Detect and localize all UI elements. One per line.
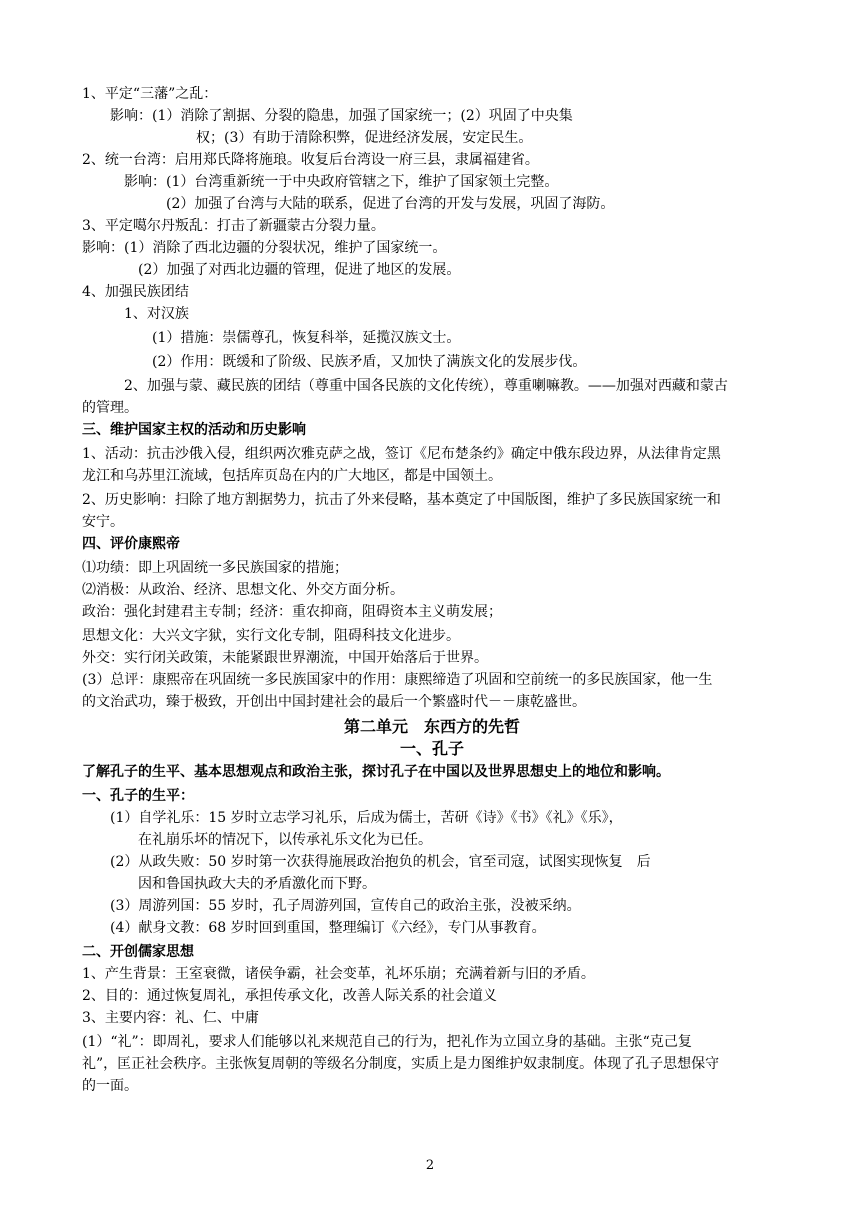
chapter-title: 一、孔子 <box>399 739 464 758</box>
text-line: 的管理。 <box>82 400 138 416</box>
text-line: 在礼崩乐坏的情况下，以传承礼乐文化为已任。 <box>138 832 432 848</box>
text-line: 1、活动：抗击沙俄入侵，组织两次雅克萨之战，签订《尼布楚条约》确定中俄东段边界，从法律肯定黑 <box>82 446 721 462</box>
text-line: 外交：实行闭关政策，未能紧跟世界潮流，中国开始落后于世界。 <box>82 650 488 666</box>
text-line: 的文治武功，臻于极致，开创出中国封建社会的最后一个繁盛时代－－康乾盛世。 <box>82 694 586 710</box>
learning-objective: 了解孔子的生平、基本思想观点和政治主张，探讨孔子在中国以及世界思想史上的地位和影响。 <box>82 764 670 780</box>
section-heading: 四、评价康熙帝 <box>82 536 180 552</box>
text-line: 1、平定“三藩”之乱： <box>82 86 218 102</box>
text-line: 的一面。 <box>82 1078 138 1094</box>
text-line: 3、主要内容：礼、仁、中庸 <box>82 1010 259 1026</box>
text-line: 2、加强与蒙、藏民族的团结（尊重中国各民族的文化传统），尊重喇嘛教。——加强对西藏和蒙古 <box>124 378 728 394</box>
section-heading: 三、维护国家主权的活动和历史影响 <box>82 422 306 438</box>
page-number: 2 <box>425 1158 435 1173</box>
text-line: (2）加强了台湾与大陆的联系，促进了台湾的开发与发展，巩固了海防。 <box>166 196 615 212</box>
section-heading: 二、开创儒家思想 <box>82 944 194 960</box>
text-line: ⑵消极：从政治、经济、思想文化、外交方面分析。 <box>82 582 404 598</box>
text-line: 2、目的：通过恢复周礼，承担传承文化，改善人际关系的社会道义 <box>82 988 497 1004</box>
text-line: 3、平定噶尔丹叛乱：打击了新疆蒙古分裂力量。 <box>82 218 385 234</box>
text-line: 政治：强化封建君主专制；经济：重农抑商，阻碍资本主义萌发展； <box>82 604 502 620</box>
text-line: (3）总评：康熙帝在巩固统一多民族国家中的作用：康熙缔造了巩固和空前统一的多民族国家，他一生 <box>82 672 713 688</box>
text-line: 礼”，匡正社会秩序。主张恢复周朝的等级名分制度，实质上是力图维护奴隶制度。体现了孔子思想保守 <box>82 1056 720 1072</box>
text-line: 影响：(1）消除了割据、分裂的隐患，加强了国家统一；(2）巩固了中央集 <box>110 108 573 124</box>
text-line: 4、加强民族团结 <box>82 284 189 300</box>
text-line: 安宁。 <box>82 514 124 530</box>
text-line: 2、历史影响：扫除了地方割据势力，抗击了外来侵略，基本奠定了中国版图，维护了多民族国家统一和 <box>82 492 721 508</box>
text-line: ⑴功绩：即上巩固统一多民族国家的措施； <box>82 560 348 576</box>
text-line: (1）“礼”：即周礼，要求人们能够以礼来规范自己的行为，把礼作为立国立身的基础。主张“克己复 <box>82 1034 692 1050</box>
text-line: 影响：(1）消除了西北边疆的分裂状况，维护了国家统一。 <box>82 240 447 256</box>
section-heading: 一、孔子的生平： <box>82 788 194 804</box>
text-line: 2、统一台湾：启用郑氏降将施琅。收复后台湾设一府三县，隶属福建省。 <box>82 152 539 168</box>
text-line: 思想文化：大兴文字狱，实行文化专制，阻碍科技文化进步。 <box>82 628 460 644</box>
text-line: (2）作用：既缓和了阶级、民族矛盾，又加快了满族文化的发展步伐。 <box>152 354 587 370</box>
text-line: 权；(3）有助于清除积弊，促进经济发展，安定民生。 <box>196 130 533 146</box>
text-line: 1、产生背景：王室衰微，诸侯争霸，社会变革，礼坏乐崩；充满着新与旧的矛盾。 <box>82 966 595 982</box>
text-line: (3）周游列国：55 岁时，孔子周游列国，宣传自己的政治主张，没被采纳。 <box>110 898 581 914</box>
text-line: (2）从政失败：50 岁时第一次获得施展政治抱负的机会，官至司寇，试图实现恢复 后 <box>110 854 651 870</box>
text-line: (4）献身文教：68 岁时回到重国，整理编订《六经》，专门从事教育。 <box>110 920 546 936</box>
text-line: (2）加强了对西北边疆的管理，促进了地区的发展。 <box>138 262 461 278</box>
text-line: 龙江和乌苏里江流域，包括库页岛在内的广大地区，都是中国领土。 <box>82 468 502 484</box>
text-line: 1、对汉族 <box>124 306 189 322</box>
text-line: 因和鲁国执政大夫的矛盾激化而下野。 <box>138 876 376 892</box>
unit-title: 第二单元 东西方的先哲 <box>343 717 520 736</box>
text-line: (1）自学礼乐：15 岁时立志学习礼乐，后成为儒士，苦研《诗》《书》《礼》《乐》， <box>110 810 623 826</box>
text-line: 影响：(1）台湾重新统一于中央政府管辖之下，维护了国家领土完整。 <box>124 174 559 190</box>
text-line: (1）措施：崇儒尊孔，恢复科举，延揽汉族文士。 <box>152 330 461 346</box>
